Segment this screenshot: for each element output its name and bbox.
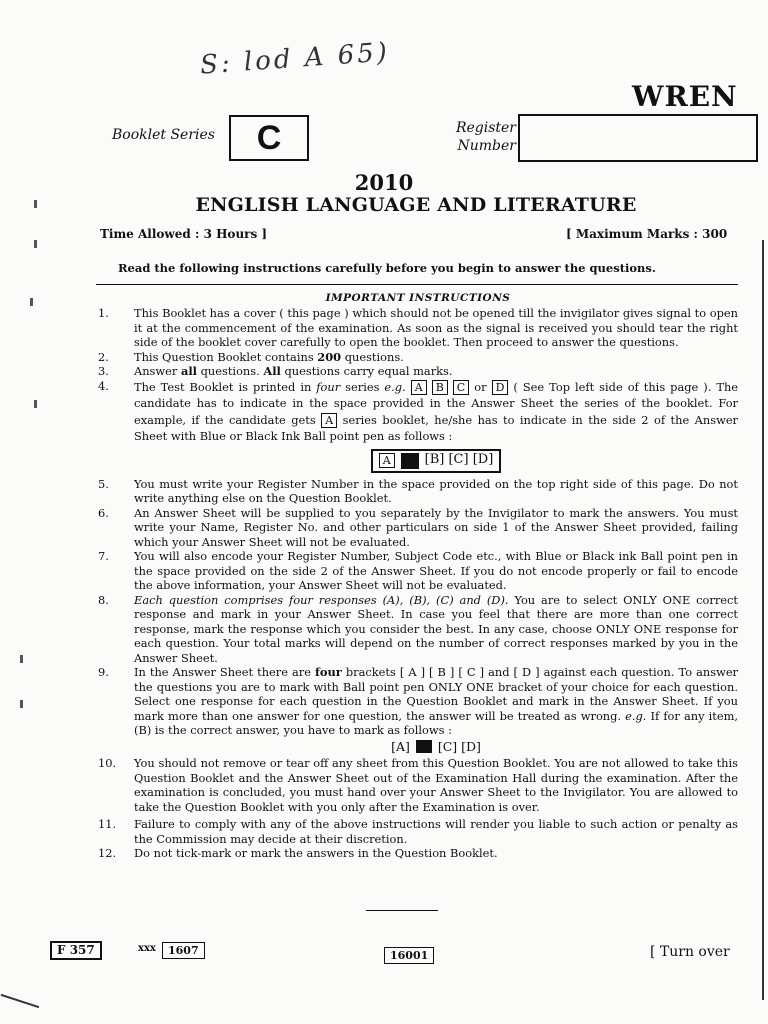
series-box-c: C (453, 380, 469, 395)
item-number: 8. (98, 592, 109, 607)
item-number: 6. (98, 505, 109, 520)
corner-scratch (1, 994, 40, 1008)
instruction-item (98, 379, 738, 445)
register-number-field[interactable] (518, 114, 758, 162)
scan-mark (20, 700, 23, 708)
item-number: 12. (98, 846, 117, 860)
item-text (134, 665, 738, 738)
instruction-item (98, 364, 738, 379)
instruction-item (98, 756, 738, 814)
item-number: 2. (98, 349, 109, 364)
item-text: Failure to comply with any of the above instructions will render you liable to such action or penalty as the Commission may decide at their discretion. (134, 817, 738, 846)
text-run: This Question Booklet contains (134, 349, 318, 364)
text-run: or (474, 379, 487, 394)
text-run: ( See Top left side of this page ). The candidate has to indicate in the space provided in the Answer Sheet the series of the booklet. For example, if the candidate gets (134, 379, 739, 427)
instruction-item (98, 593, 738, 666)
booklet-series-box: C (229, 115, 309, 161)
instruction-item (98, 665, 738, 738)
text-bold: four (315, 665, 342, 679)
item-number: 11. (98, 817, 117, 831)
text-bold: 200 (317, 349, 342, 364)
page-edge-line (762, 240, 764, 1000)
filled-bubble (416, 740, 432, 753)
item-number: 10. (98, 756, 117, 770)
paper-code-center: 16001 (384, 947, 434, 964)
paper-code-middle: 1607 (162, 942, 205, 959)
instruction-item (98, 477, 738, 506)
text-run: series booklet, he/she has to indicate in the side 2 of the Answer Sheet with Blue or Black Ink Ball point pen as follows : (134, 412, 739, 443)
text-run: If for any item, (B) is the correct answer, you have to mark as follows : (134, 708, 738, 737)
important-instructions-heading: IMPORTANT INSTRUCTIONS (325, 292, 511, 304)
item-number: 4. (98, 378, 109, 393)
scan-mark (30, 298, 33, 306)
item-text: You will also encode your Register Number, Subject Code etc., with Blue or Black ink Ball point pen in the space provided on the side 2 of the Answer Sheet. If you do not encode properly or fail to encode the above information, your Answer Sheet will not be evaluated. (134, 549, 738, 592)
turn-over: [ Turn over (650, 944, 730, 960)
booklet-series-label: Booklet Series (112, 127, 215, 143)
register-label-line2: Number (457, 138, 516, 154)
instruction-item (98, 817, 738, 846)
item-text (134, 593, 738, 666)
example-marking-2 (134, 740, 738, 755)
text-italic: four (316, 379, 341, 394)
example-bracket-a: [A] (391, 738, 410, 754)
divider-top (96, 284, 738, 285)
series-box-d: D (492, 380, 509, 395)
text-run: brackets [ A ] [ B ] [ C ] and [ D ] against each question. To answer the questions you are to mark with Ball point pen ONLY ONE bracket of your choice for each question. Select one response for each question in the Question Booklet and mark in the Answer Sheet. If you mark more than one answer for one question, the answer will be treated as wrong. (134, 665, 738, 723)
maximum-marks: [ Maximum Marks : 300 (566, 227, 728, 241)
register-number-label (446, 119, 516, 155)
read-instruction: Read the following instructions carefully before you begin to answer the questions. (118, 261, 656, 275)
paper-code-left: F 357 (50, 941, 102, 960)
scan-mark (34, 200, 37, 208)
item-number: 9. (98, 665, 109, 679)
series-box-a: A (411, 380, 427, 395)
text-run: questions carry equal marks. (280, 364, 453, 378)
text-italic: Each question comprises four responses (A), (B), (C) and (D). (134, 592, 509, 607)
handwritten-note: S: lod A 65) (199, 37, 391, 81)
code-name: WREN (632, 80, 738, 113)
exam-year: 2010 (354, 170, 414, 195)
example-box (371, 449, 502, 473)
text-italic: e.g. (625, 708, 647, 723)
item-number: 1. (98, 306, 109, 320)
instruction-item (98, 306, 738, 350)
text-run: questions. (341, 349, 404, 364)
item-number: 7. (98, 549, 109, 563)
example-rest: [C] [D] (437, 738, 481, 754)
text-run: The Test Booklet is printed in (134, 379, 317, 394)
item-text (134, 364, 738, 379)
text-bold: All (263, 364, 281, 378)
item-text: Do not tick-mark or mark the answers in the Question Booklet. (134, 846, 498, 860)
instruction-item (98, 506, 738, 550)
scan-mark (34, 240, 37, 248)
scan-mark (20, 655, 23, 663)
scan-mark (34, 400, 37, 408)
item-text (134, 379, 738, 445)
item-text: You should not remove or tear off any sheet from this Question Booklet. You are not allowed to take this Question Booklet and the Answer Sheet out of the Examination Hall during the examination. After the examination is concluded, you must hand over your Answer Sheet to the Invigilator. You are allowed to take the Question Booklet with you only after the Examination is over. (134, 756, 738, 814)
exam-subject: ENGLISH LANGUAGE AND LITERATURE (195, 194, 637, 216)
example-box-a: A (379, 453, 395, 468)
register-label-line1: Register (455, 120, 516, 136)
item-number: 5. (98, 476, 109, 491)
example-rest: [B] [C] [D] (424, 452, 494, 468)
item-number: 3. (98, 364, 109, 378)
footer-xxx: xxx (138, 943, 156, 954)
time-allowed: Time Allowed : 3 Hours ] (100, 227, 268, 241)
text-run: questions. (197, 364, 264, 378)
text-run: Answer (134, 364, 181, 378)
text-italic: e.g. (384, 379, 406, 394)
end-rule (366, 910, 438, 911)
filled-bubble (401, 453, 419, 469)
item-text: An Answer Sheet will be supplied to you separately by the Invigilator to mark the answers. You must write your Name, Register No. and other particulars on side 1 of the Answer Sheet provided, failing which your Answer Sheet will not be evaluated. (134, 505, 738, 549)
item-text: This Booklet has a cover ( this page ) which should not be opened till the invigilator gives signal to open it at the commencement of the examination. As soon as the signal is received you should tear the right side of the booklet cover carefully to open the booklet. Then proceed to answer the questions. (134, 306, 738, 349)
series-box-b: B (432, 380, 448, 395)
series-box-example: A (321, 413, 337, 428)
text-run: series (340, 379, 385, 394)
instruction-item (98, 846, 738, 861)
instruction-list (98, 306, 738, 861)
item-text: You must write your Register Number in the space provided on the top right side of this page. Do not write anything else on the Question Booklet. (134, 476, 738, 505)
text-run: You are to select ONLY ONE correct response and mark in your Answer Sheet. In case you feel that there are more than one correct response, mark the response which you consider the best. In any case, choose ONLY ONE response for each question. Your total marks will depend on the number of correct responses marked by you in the Answer Sheet. (134, 592, 739, 665)
instruction-item (98, 350, 738, 365)
text-run: In the Answer Sheet there are (134, 665, 316, 679)
example-marking-1 (134, 449, 738, 473)
instruction-item (98, 549, 738, 593)
item-text (134, 350, 738, 365)
text-bold: all (180, 364, 198, 378)
